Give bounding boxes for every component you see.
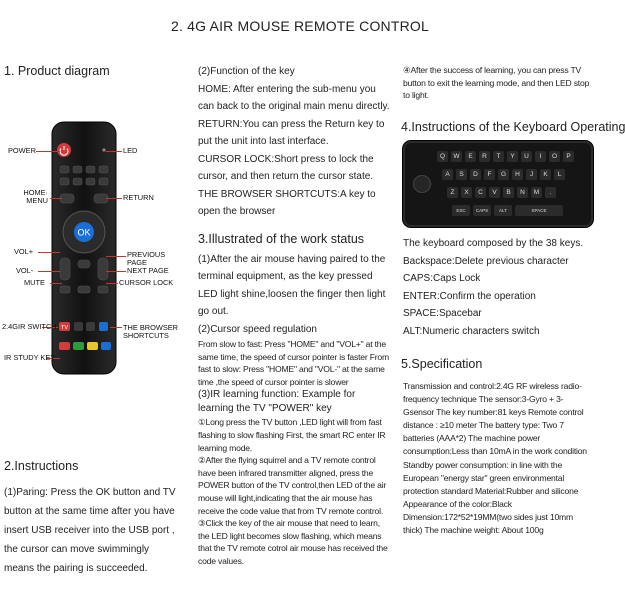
keyboard-line-4: ENTER:Confirm the operation — [403, 290, 536, 302]
speed-text: From slow to fast: Press "HOME" and "VOL+" at the same time, the speed of cursor pointer is faster From fast to slow: Press "HOME" and "VOL-" at the same time ,the speed of cursor pointer is slower — [198, 339, 389, 387]
instructions-text: (1)Paring: Press the OK button and TV button at the same time after you have insert USB receiver into the USB port , the cursor can move swimmingly means the pairing is succeeded. — [4, 487, 176, 574]
keyboard-line-5: SPACE:Spacebar — [403, 308, 482, 319]
keyboard-key: T — [493, 151, 504, 162]
ir-heading: (3)IR learning function: Example for learning the TV "POWER" key — [198, 389, 356, 415]
home-button — [60, 194, 74, 203]
keyboard-key: U — [521, 151, 532, 162]
keyboard-key: Q — [437, 151, 448, 162]
keyboard-row — [437, 151, 574, 162]
keyboard-key: B — [503, 187, 514, 198]
instructions-heading: 2.Instructions — [4, 459, 79, 473]
keyboard-descriptions — [403, 235, 595, 340]
keyboard-key: N — [517, 187, 528, 198]
label-next-page: NEXT PAGE — [127, 266, 169, 275]
ir-step-1: ①Long press the TV button ,LED light will from fast flashing to slow flashing First, the smart RC enter IR learning mode. — [198, 417, 386, 453]
keyboard-left-pad — [413, 175, 431, 193]
keyboard-key: CAPS — [473, 205, 491, 216]
keyboard-keys — [437, 151, 574, 223]
keyboard-line-2: Backspace:Delete previous character — [403, 255, 569, 267]
keyboard-line-1: The keyboard composed by the 38 keys. — [403, 238, 584, 249]
label-ir-study-key: IR STUDY KEY — [4, 353, 56, 362]
prevpage-callout-line — [106, 256, 126, 257]
status-heading: 3.Illustrated of the work status — [198, 231, 365, 246]
keyboard-key: S — [456, 169, 467, 180]
function-heading: (2)Function of the key — [198, 66, 295, 77]
keyboard-key: M — [531, 187, 542, 198]
keyboard-key: Z — [447, 187, 458, 198]
status-intro: (1)After the air mouse having paired to the terminal equipment, as the key pressed LED light shine,loosen the finger then light go out. — [198, 253, 386, 317]
keyboard-row — [447, 187, 574, 198]
keyboard-key: D — [470, 169, 481, 180]
keyboard-key: Y — [507, 151, 518, 162]
keyboard-image — [402, 140, 594, 228]
product-diagram-heading: 1. Product diagram — [4, 64, 110, 78]
return-callout-line — [106, 198, 122, 199]
volplus-callout-line — [38, 252, 60, 253]
function-line-return: RETURN:You can press the Return key to put the unit into last interface. — [198, 118, 385, 147]
volminus-callout-line — [38, 271, 60, 272]
keyboard-key: F — [484, 169, 495, 180]
home-callout-line — [50, 198, 62, 199]
browser-shortcut-button — [99, 322, 108, 331]
keyboard-row — [442, 169, 574, 180]
label-24g-switch: 2.4GIR SWITCH — [2, 322, 57, 331]
keyboard-key: A — [442, 169, 453, 180]
label-browser-shortcuts: THE BROWSER SHORTCUTS — [123, 323, 179, 340]
keyboard-key: V — [489, 187, 500, 198]
label-return: RETURN — [123, 193, 154, 202]
label-vol-plus: VOL+ — [14, 247, 34, 256]
keyboard-key: E — [465, 151, 476, 162]
browser-callout-line — [110, 327, 122, 328]
document-title: 2. 4G AIR MOUSE REMOTE CONTROL — [170, 18, 430, 34]
ir-step-2: ②After the flying squirrel and a TV remote control have been infrared transmitter aligned, press the POWER button of the TV control,then LED of the air mouse will light,indicating that the air mouse has receive the code value that from TV remote control. — [198, 455, 387, 516]
keyboard-key: W — [451, 151, 462, 162]
keyboard-key: . — [545, 187, 556, 198]
keyboard-line-3: CAPS:Caps Lock — [403, 273, 481, 284]
keyboard-key: K — [540, 169, 551, 180]
nextpage-callout-line — [106, 271, 126, 272]
cursorlock-callout-line — [106, 283, 118, 284]
function-line-home: HOME: After entering the sub-menu you can back to the original main menu directly. — [198, 83, 390, 112]
keyboard-key: H — [512, 169, 523, 180]
label-previous-page: PREVIOUS PAGE — [127, 250, 166, 267]
function-line-browser: THE BROWSER SHORTCUTS:A key to open the browser — [198, 188, 376, 217]
label-power: POWER — [8, 146, 36, 155]
red-key — [59, 342, 70, 350]
led-callout-line — [106, 151, 122, 152]
keyboard-key: SPACE — [515, 205, 563, 216]
keyboard-line-6: ALT:Numeric characters switch — [403, 325, 540, 337]
keyboard-key: O — [549, 151, 560, 162]
blue-key — [101, 342, 111, 350]
power-callout-line — [36, 151, 60, 152]
label-led: LED — [123, 146, 138, 155]
column-2 — [198, 63, 390, 568]
keyboard-key: ALT — [494, 205, 512, 216]
keyboard-heading: 4.Instructions of the Keyboard Operating — [401, 120, 625, 134]
keyboard-key: G — [498, 169, 509, 180]
label-home-menu: HOME· MENU — [23, 188, 48, 205]
keyboard-key: J — [526, 169, 537, 180]
keyboard-key: L — [554, 169, 565, 180]
keyboard-key: R — [479, 151, 490, 162]
ok-label: OK — [77, 227, 91, 238]
keyboard-key: ESC — [452, 205, 470, 216]
function-line-cursor-lock: CURSOR LOCK:Short press to lock the cursor, and then return the cursor state. — [198, 153, 374, 182]
mute-callout-line — [50, 283, 62, 284]
keyboard-row — [452, 205, 574, 216]
tv-label: TV — [60, 325, 69, 331]
learning-note: ④After the success of learning, you can press TV button to exit the learning mode, and then LED stop to light. — [403, 65, 590, 101]
ir-step-3: ③Click the key of the air mouse that need to learn, the LED light becomes slow flashing, which means that the TV remote cotrol air mouse has received the code values. — [198, 518, 388, 566]
keyboard-key: P — [563, 151, 574, 162]
label-mute: MUTE — [24, 278, 45, 287]
spec-heading: 5.Specification — [401, 357, 483, 371]
keyboard-key: C — [475, 187, 486, 198]
spec-text: Transmission and control:2.4G RF wireless radio-frequency technique The sensor:3-Gyro + 3-Gsensor The key number:81 keys Remote control distance : ≥10 meter The battery type: Two 7 batteries (AAA*2) The machine power consumption:Less than 10mA in the work condition Standby power consumption: in line with the European "energy star" green environmental protection standard Material:Rubber and silicone Appearance of the color:Black Dimension:172*52*19MM(two sides just 10mm thick) The machine weight: About 100g — [403, 381, 587, 536]
keyboard-key: X — [461, 187, 472, 198]
label-vol-minus: VOL- — [16, 266, 34, 275]
label-cursor-lock: CURSOR LOCK — [119, 278, 174, 287]
speed-heading: (2)Cursor speed regulation — [198, 323, 317, 335]
green-key — [73, 342, 84, 350]
yellow-key — [87, 342, 98, 350]
keyboard-key: I — [535, 151, 546, 162]
